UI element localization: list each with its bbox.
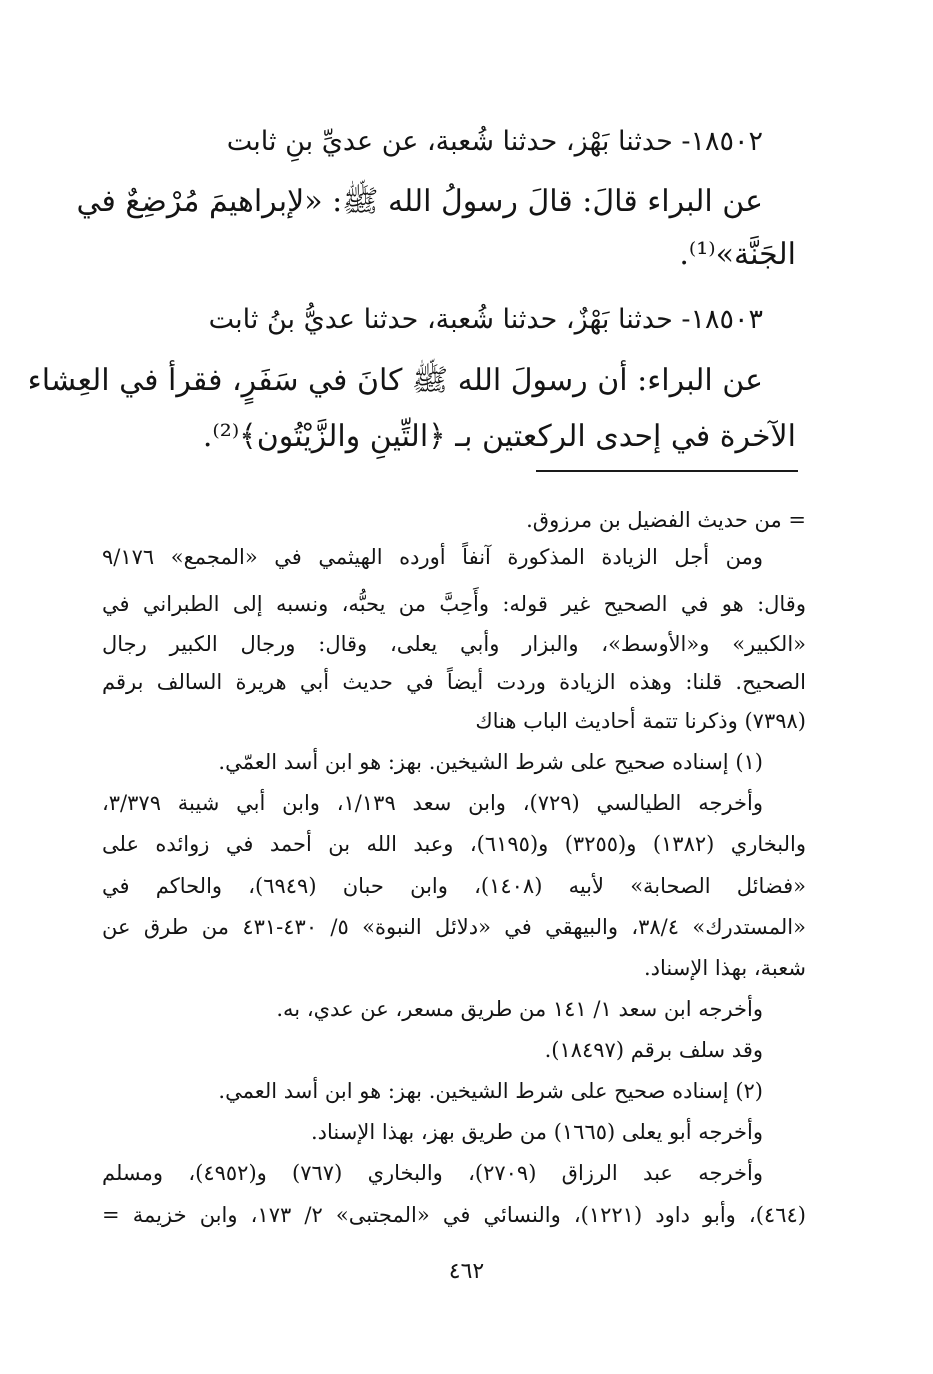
footnote-2-line: (٤٦٤)، وأبو داود (١٢٢١)، والنسائي في «المجتبى» ٢/ ١٧٣، وابن خزيمة = (102, 1203, 806, 1227)
footnote-1-line: شعبة، بهذا الإسناد. (643, 956, 806, 980)
footnote-2-line: وأخرجه عبد الرزاق (٢٧٠٩)، والبخاري (٧٦٧) و(٤٩٥٢)، ومسلم (102, 1161, 764, 1185)
hadith-18502-isnad: ١٨٥٠٢- حدثنا بَهْز، حدثنا شُعبة، عن عديِّ بنِ ثابت (226, 126, 763, 157)
footnote-line: «الكبير» و«الأوسط»، والبزار وأبي يعلى، وقال: ورجال الكبير رجال (102, 632, 806, 656)
hadith-18503-isnad: ١٨٥٠٣- حدثنا بَهْزٌ، حدثنا شُعبة، حدثنا عديُّ بنُ ثابت (208, 304, 763, 335)
hadith-18503-matn-line2: الآخرة في إحدى الركعتين بـ ﴿التِّينِ والزَّيْتُون﴾⁽²⁾. (202, 419, 796, 454)
footnote-1-line: وأخرجه الطيالسي (٧٢٩)، وابن سعد ١/١٣٩، وابن أبي شيبة ٣/٣٧٩، (102, 791, 763, 815)
footnote-line: ومن أجل الزيادة المذكورة آنفاً أورده الهيثمي في «المجمع» ٩/١٧٦ (102, 545, 763, 569)
page-number: ٤٦٢ (448, 1259, 485, 1284)
footnote-line: الصحيح. قلنا: وهذه الزيادة وردت أيضاً في حديث أبي هريرة السالف برقم (102, 670, 806, 694)
footnote-1-line: والبخاري (١٣٨٢) و(٣٢٥٥) و(٦١٩٥)، وعبد الله بن أحمد في زوائده على (102, 832, 807, 856)
hadith-18503-matn-line1: عن البراء: أن رسولَ الله ﷺ كانَ في سَفَرٍ، فقرأ في العِشاء (27, 363, 763, 398)
footnote-line: = من حديث الفضيل بن مرزوق. (526, 508, 806, 532)
footnote-1-line: «فضائل الصحابة» لأبيه (١٤٠٨)، وابن حبان (٦٩٤٩)، والحاكم في (102, 874, 806, 898)
hadith-18502-matn-line2: الجَنَّة»⁽¹⁾. (679, 237, 796, 272)
footnote-line: (٧٣٩٨) وذكرنا تتمة أحاديث الباب هناك (475, 709, 806, 733)
footnote-2-line: وأخرجه أبو يعلى (١٦٦٥) من طريق بهز، بهذا الإسناد. (311, 1120, 763, 1144)
footnote-1-line: وأخرجه ابن سعد ١/ ١٤١ من طريق مسعر، عن عدي، به. (276, 997, 763, 1021)
footnote-1-line: وقد سلف برقم (١٨٤٩٧). (544, 1038, 763, 1062)
footnote-2-line: (٢) إسناده صحيح على شرط الشيخين. بهز: هو ابن أسد العمي. (218, 1079, 763, 1103)
hadith-18502-matn-line1: عن البراء قالَ: قالَ رسولُ الله ﷺ: «لإبراهيمَ مُرْضِعٌ في (76, 184, 763, 219)
footnote-line: وقال: هو في الصحيح غير قوله: وأَحِبَّ من يحبُّه، ونسبه إلى الطبراني في (102, 592, 806, 616)
footnote-separator (536, 470, 798, 472)
footnote-1-line: «المستدرك» ٣٨/٤، والبيهقي في «دلائل النبوة» ٥/ ٤٣٠-٤٣١ من طرق عن (102, 915, 806, 939)
footnote-1-line: (١) إسناده صحيح على شرط الشيخين. بهز: هو ابن أسد العمّي. (218, 750, 763, 774)
